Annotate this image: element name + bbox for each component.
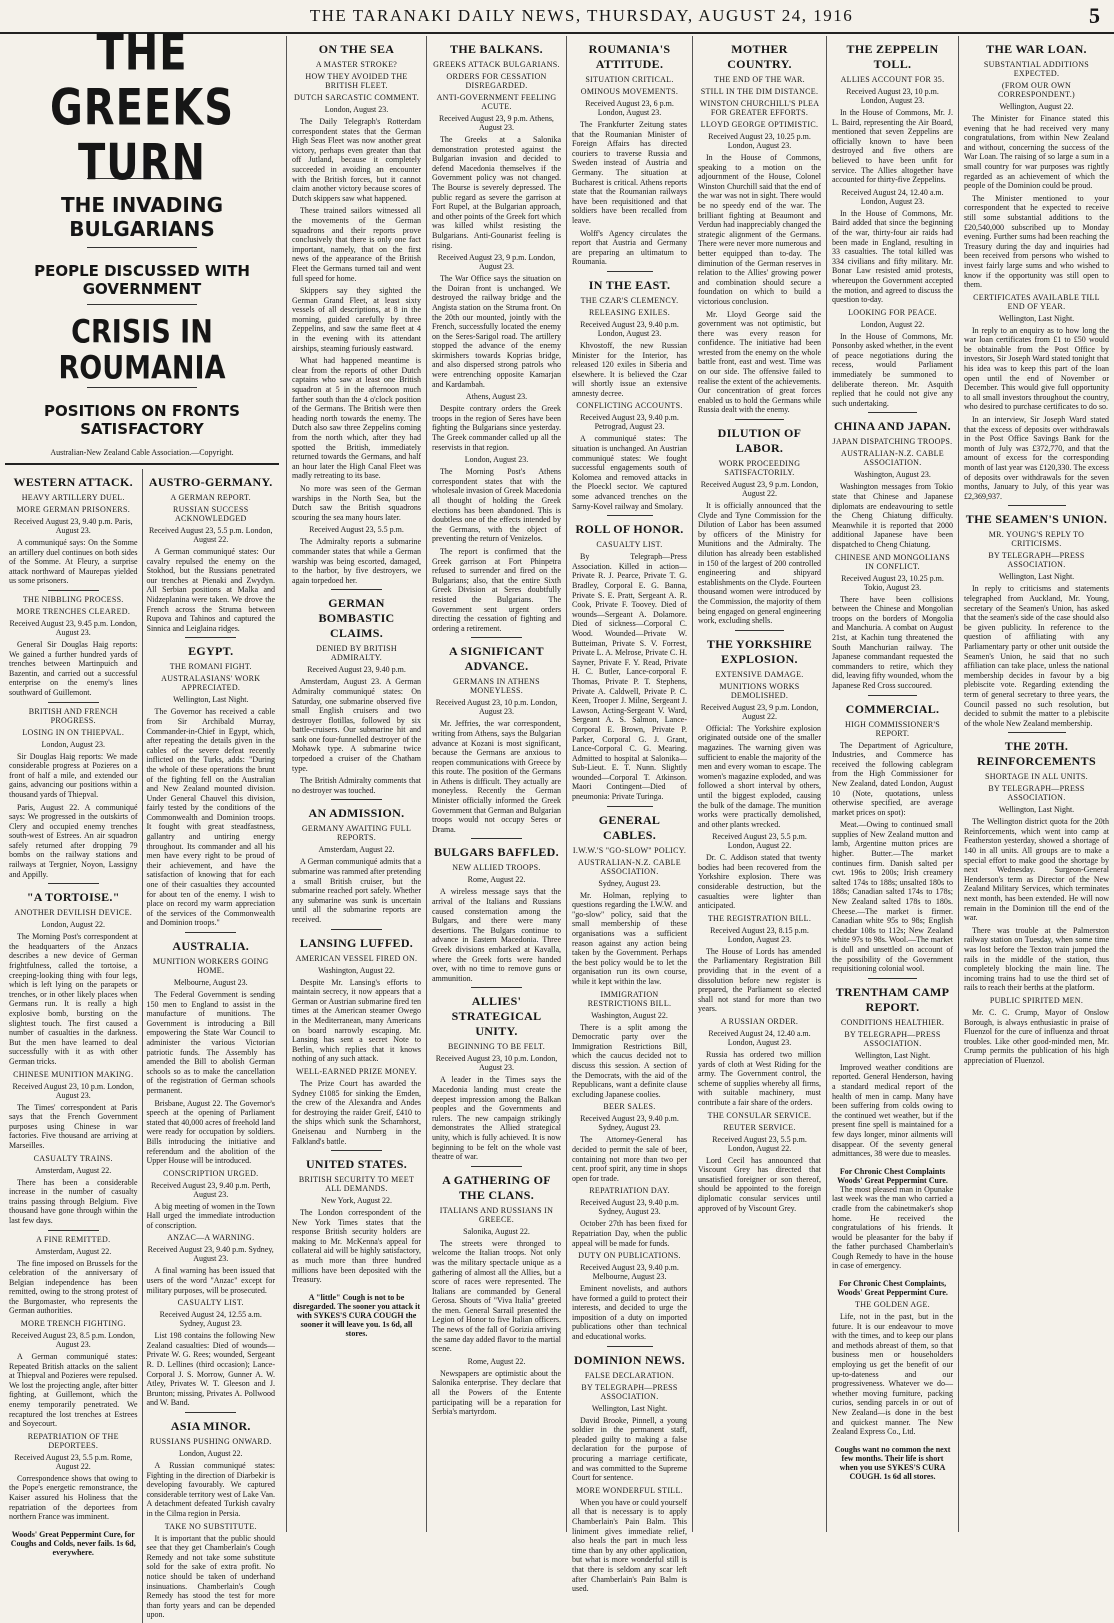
- dateline: London, August 22.: [41, 920, 106, 930]
- story-body: Paris, August 22. A communiqué says: We progressed in the outskirts of Clery and occupied enemy trenches south-west of Estrees. An air squadron safely returned after dropping 79 bombs on the railway stations and railways at Tergnier, Noyon, Lassigny and Appilly.: [9, 802, 138, 879]
- story-body: In the House of Commons, Mr. J. L. Baird, representing the Air Board, mentioned that seven Zeppelins are officially known to have been destroyed and five others are believed to have been unfit for service. The Allies altogether have accounted for thirty-five Zeppelins.: [832, 108, 953, 185]
- story-subhead: THE NIBBLING PROCESS.: [22, 594, 124, 604]
- story-body: There has been a considerable increase in the number of casualty trains passing through Belgium. Five thousand have gone through within the last few days.: [9, 1177, 138, 1225]
- story-headline: WESTERN ATTACK.: [13, 475, 133, 489]
- story-subhead: LLOYD GEORGE OPTIMISTIC.: [700, 120, 819, 129]
- lead-deck-4: POSITIONS ON FRONTS SATISFACTORY: [44, 402, 240, 438]
- dateline: Received August 23, 6 p.m. London, August 23.: [585, 99, 674, 117]
- dateline: Received August 23, 8.5 p.m. London, August 23.: [11, 1331, 136, 1350]
- story-body: A wireless message says that the arrival of the Italians and Russians caused consternation among the Bulgars, and there were many desertions. The Bulgars continue to advance in Eastern Macedonia. Three Greek divisions embarked at Kavalla, where the Greek forts were handed over, with no time to remove guns or ammunition.: [432, 887, 561, 983]
- story-body: The Morning Post's Athens correspondent states that with the wholesale invasion of Greek Macedonia all thought of holding the Greek elections has been abandoned. This is doubtless one of the effects intended by the Germans, with the object of preventing the return of Venizelos.: [432, 467, 561, 544]
- dateline: Athens, August 23.: [465, 392, 528, 402]
- story-subhead: FALSE DECLARATION.: [584, 1370, 675, 1380]
- story-subhead: MUNITIONS WORKS DEMOLISHED.: [719, 681, 800, 700]
- story-body: The Governor has received a cable from Sir Archibald Murray, Commander-in-Chief in Egypt, which, after repeating the details given in the cables of the severe defeat recently inflicted on the Turks, adds: "During the whole of these operations the brunt of the fighting fell on the Australian and New Zealand mounted division. Under General Chauvel this division, fairly tested by the conditions of the Commonwealth and Dominion troops. It fought with great steadfastness, gallantry and untiring energy throughout. Its commander and all his men have every right to be proud of their achievement, and have the satisfaction of knowing that for each one of their casualties they accounted for about ten of the enemy. I wish to place on record my warm appreciation of the services of the Commonwealth and Dominion troops.": [146, 707, 275, 928]
- story-body: A big meeting of women in the Town Hall urged the immediate introduction of conscription.: [146, 1201, 275, 1230]
- lead-deck-1: THE INVADING BULGARIANS: [61, 193, 223, 241]
- dateline: Received August 23, 10 p.m. London, August 23.: [435, 698, 558, 717]
- dateline: Received August 23, 9.40 p.m. Sydney, August 23.: [580, 1198, 679, 1217]
- dateline: Received August 24, 12.40 a.m. London, August 23.: [841, 187, 944, 206]
- story-subhead: CASUALTY TRAINS.: [33, 1153, 113, 1163]
- story-subhead: DUTY ON PUBLICATIONS.: [578, 1251, 681, 1261]
- story-subhead: BY TELEGRAPH—PRESS ASSOCIATION.: [581, 1382, 678, 1401]
- story-subhead: WINSTON CHURCHILL'S PLEA FOR GREATER EFFORTS.: [699, 99, 820, 117]
- dateline: Received August 23, 9.45 p.m. London, August 23.: [9, 618, 138, 637]
- dateline: Received August 23, 8.15 p.m. London, August 23.: [710, 925, 809, 944]
- dateline: Received August 23, 10.25 p.m. London, August 23.: [708, 132, 811, 150]
- story-headline: EGYPT.: [188, 644, 234, 659]
- story-headline: THE SEAMEN'S UNION.: [965, 512, 1108, 527]
- story-subhead: REPATRIATION OF THE DEPORTEES.: [27, 1431, 119, 1450]
- story-body: The report is confirmed that the Greek garrison at Fort Phinpetra refused to surrender and fired on the Bulgarians; also, that the entire Sixth Greek Division at Seres doubtfully resisted the Bulgarians. The Government sent urgent orders directing the cessation of fighting and ordering a retirement.: [432, 546, 561, 633]
- story-headline: TRENTHAM CAMP REPORT.: [835, 984, 950, 1014]
- story-subhead: CASUALTY LIST.: [177, 1298, 244, 1308]
- story-body: List 198 contains the following New Zealand casualties: Died of wounds—Private W. G. Rees; wounded, Sergeant R. D. Lellines (third occasion); Lance-Corporal J. S. Morrow, Gunner A. W. Atley, Privates W. T. Gleeson and J. Brunton; missing, Privates A. Pollwood and W. Band.: [146, 1331, 275, 1408]
- story-subhead: TAKE NO SUBSTITUTE.: [164, 1521, 257, 1531]
- story-headline: DILUTION OF LABOR.: [717, 426, 802, 456]
- story-subhead: ALLIES ACCOUNT FOR 35.: [840, 75, 945, 84]
- story-body: What had happened meantime is clear from the reports of other Dutch captains who saw at least one British squadron at 5 in the afternoon much farther south than the 4 o'clock position of the Germans. The British were then heading north towards the enemy. The Dutch also saw three Zeppelins coming from the north which, after they had spotted the British, immediately returned towards the Germans, and half an hour later the High Canal Fleet was madly retreating to its base.: [292, 356, 421, 481]
- story-subhead: BEER SALES.: [603, 1102, 656, 1112]
- story-body: The Prize Court has awarded the Sydney £1085 for sinking the Emden, the crew of the Alexandra and Andes for destroying the raider Greif, £410 to the ships which sunk the Scharnhorst, Gneisenau and Nurnberg in the Falkland's battle.: [292, 1078, 421, 1146]
- story-subhead: SITUATION CRITICAL.: [585, 75, 674, 84]
- dateline: Amsterdam, August 22.: [318, 845, 395, 855]
- story-subhead: RELEASING EXILES.: [588, 307, 671, 317]
- story-subhead: BRITISH AND FRENCH PROGRESS.: [28, 706, 118, 725]
- story-body: Russia has ordered two million yards of cloth at West Riding for the army. The Government control, the scheme of supplies whereby all firms, with suitable machinery, must contribute a fair share of the orders.: [698, 1050, 821, 1107]
- story-body: General Sir Douglas Haig reports: We gained a further hundred yards of trenches between Martinpuich and Bazentin, and carried out a successful enterprise on the enemy's lines southward of Guillemont.: [9, 639, 138, 697]
- dateline: Received August 23, 5.5 p.m. London, August 22.: [712, 832, 807, 851]
- story-subhead: MORE GERMAN PRISONERS.: [16, 505, 130, 514]
- story-headline: CHINA AND JAPAN.: [834, 419, 951, 434]
- story-body: Wolff's Agency circulates the report that Austria and Germany are preparing an ultimatum to Roumania.: [572, 228, 687, 267]
- story-subhead: RUSSIANS PUSHING ONWARD.: [149, 1437, 272, 1446]
- story-headline: MOTHER COUNTRY.: [727, 42, 792, 71]
- story-subhead: SHORTAGE IN ALL UNITS.: [985, 772, 1088, 782]
- dateline: Wellington, Last Night.: [998, 313, 1075, 323]
- story-headline: IN THE EAST.: [588, 277, 671, 292]
- story-body: The Daily Telegraph's Rotterdam correspondent states that the German High Seas Fleet was now another great victory, perhaps even greater than that off Jutland, because it completely succeeded in avoiding an encounter with the British forces, but it cannot claim another victory because scores of Dutch skippers saw what happened.: [292, 117, 421, 203]
- dateline: Received August 24, 12.40 a.m. London, August 23.: [708, 1029, 811, 1047]
- story-body: The War Office says the situation on the Doiran front is unchanged. We destroyed the railway bridge and the Angista station on the Struma front. On the 20th our mounted, jointly with the French, successfully located the enemy on the Seres-Sarigol road. The artillery stopped the advance of the enemy skirmishers towards Koprias bridge, and also dispersed strong patrols who were entrenching opposite Kamarjan and Kardambah.: [432, 274, 561, 389]
- story-subhead: ANTI-GOVERNMENT FEELING ACUTE.: [436, 93, 557, 111]
- dateline: Received August 23, 5.5 p.m. London, August 22.: [712, 1134, 807, 1153]
- advertisement: For Chronic Chest Complaints Woods' Great Peppermint Cure.: [837, 1166, 948, 1185]
- story-body: A communiqué says: On the Somme an artillery duel continues on both sides of the Somme. At Fleury, a surprise attack northward of Maurepas yielded us some prisoners.: [9, 538, 138, 586]
- story-body: In the House of Commons, Mr. Baird added that since the beginning of the war, thirty-four air raids had been made in England, resulting in 33 casualties. The total killed was 334 civilians and fifty military. Mr. Bonar Law resisted amid protests, whereupon the Government accepted the motion, and agreed to discuss the question to-day.: [832, 208, 953, 305]
- story-body: Mr. C. C. Crump, Mayor of Onslow Borough, is always enthusiastic in praise of Fluenzol for the cure of influenza and throat troubles. Like other good-minded men, Mr. Crump permits the publication of his high appreciation of Fluenzol.: [964, 1007, 1109, 1065]
- story-body: It is important that the public should see that they get Chamberlain's Cough Remedy and not take some substitute sold for the sake of extra profit. No notice should be taken of underhand insinuations. Chamberlain's Cough Remedy has stood the test for more than forty years and can be depended upon.: [146, 1533, 275, 1620]
- story-headline: ROLL OF HONOR.: [575, 522, 684, 537]
- story-headline: BULGARS BAFFLED.: [434, 845, 559, 860]
- story-subhead: AUSTRALIAN-N.Z. CABLE ASSOCIATION.: [841, 449, 944, 468]
- story-subhead: BEGINNING TO BE FELT.: [447, 1042, 546, 1052]
- story-body: A German communiqué states: Repeated British attacks on the salient at Thiepval and Pozieres were repulsed. We lost the projecting angle, after bitter fighting, at Guillemont, which the enemy temporarily penetrated. We recaptured the lost trenches at Estrees and Soyecourt.: [9, 1352, 138, 1429]
- column-2: [142, 469, 280, 1623]
- lead-deck-2: PEOPLE DISCUSSED WITH GOVERNMENT: [34, 262, 250, 298]
- column-3: [286, 36, 426, 1532]
- story-body: There is a split among the Democratic party over the Immigration Restrictions Bill, which the caucus decided not to discuss this session. A section of the Democrats, with the aid of the Republicans, want a definite clause excluding Japanese coolies.: [572, 1022, 687, 1099]
- story-subhead: A MASTER STROKE?: [315, 60, 398, 69]
- story-body: The streets were thronged to welcome the Italian troops. Not only was the military spectacle unique as a gathering of almost all the Allies, but a score of races were represented. The Italians are commanded by General Gerosa. Shouts of "Viva Italia" greeted the men. General Sarrail presented the Legion of Honor to five Italian officers. The news of the fall of Gorizia arriving the same day added flavor to the martial scene.: [432, 1238, 561, 1354]
- story-subhead: CONFLICTING ACCOUNTS.: [576, 401, 683, 411]
- story-body: Life, not in the past, but in the future. It is our endeavour to move with the times, and to keep our plans and methods abreast of them, so that business men or householders employing us get the benefit of our up-to-dateness and our progressiveness. Whatever we do—whether moving furniture, packing curios, sending parcels in or out of New Zealand—is done in the best and quickest manner. The New Zealand Express Co., Ltd.: [832, 1312, 953, 1437]
- story-body: The Wellington district quota for the 20th Reinforcements, which went into camp at Featherston yesterday, showed a shortage of 140 in all units. All groups are to make a special effort to make good the shortage by next Wednesday. Surgeon-General Henderson's term as Director of the New Zealand Military Services, which terminates next month, has been extended. He will now remain in the Dominion till the end of the war.: [964, 817, 1109, 923]
- story-subhead: A GERMAN REPORT.: [170, 493, 251, 502]
- story-headline: ROUMANIA'S ATTITUDE.: [588, 42, 671, 71]
- story-subhead: GERMANY AWAITING FULL REPORTS.: [301, 824, 412, 843]
- story-subhead: CHINESE AND MONGOLIANS IN CONFLICT.: [834, 552, 951, 571]
- story-subhead: GREEKS ATTACK BULGARIANS.: [433, 60, 560, 69]
- story-body: David Brooke, Pinnell, a young soldier in the permanent staff, pleaded guilty to making a false declaration for the purpose of procuring a marriage certificate, and was committed to the Supreme Court for sentence.: [572, 1415, 687, 1483]
- dateline: Received August 23, 10.25 p.m. Tokio, August 23.: [841, 573, 944, 592]
- story-body: No more was seen of the German warships in the North Sea, but the Dutch saw the British squadrons scouring the sea many hours later.: [292, 483, 421, 522]
- story-subhead: THE GOLDEN AGE.: [855, 1300, 930, 1310]
- story-subhead: LOOKING FOR PEACE.: [848, 307, 937, 317]
- story-body: There was trouble at the Palmerston railway station on Tuesday, when some time was lost before the Texton train jumped the rails in the middle of the station, thus completely blocking the main line. The incoming trains had to use the third set of rails to reach their berths at the platform.: [964, 925, 1109, 993]
- advertisement: For Chronic Chest Complaints, Woods' Great Peppermint Cure.: [837, 1279, 948, 1298]
- story-headline: THE BALKANS.: [450, 42, 543, 56]
- story-subhead: MORE TRENCH FIGHTING.: [20, 1319, 126, 1329]
- story-subhead: CONDITIONS HEALTHIER.: [840, 1017, 945, 1027]
- dateline: London, August 22.: [178, 1449, 243, 1458]
- story-subhead: ORDERS FOR CESSATION DISREGARDED.: [446, 72, 547, 90]
- dateline: London, August 22.: [860, 319, 925, 329]
- story-subhead: RUSSIAN SUCCESS ACKNOWLEDGED: [173, 505, 249, 523]
- advertisement: Woods' Great Peppermint Cure, for Coughs and Colds, never fails. 1s 6d, everywhere.: [10, 1529, 136, 1557]
- column-5: [566, 36, 692, 1594]
- dateline: Amsterdam, August 22.: [35, 1165, 112, 1175]
- story-body: Brisbane, August 22. The Governor's speech at the opening of Parliament stated that 40,000 acres of freehold land were ready for occupation by soldiers. Bills introducing the initiative and referendum and the abolition of the Upper House will be introduced.: [146, 1098, 275, 1166]
- story-subhead: AMERICAN VESSEL FIRED ON.: [295, 953, 418, 963]
- story-body: Eminent novelists, and authors have formed a guild to protect their interests, and decided to urge the imposition of a duty on imported publications other than technical and educational works.: [572, 1284, 687, 1342]
- story-subhead: ANZAC—A WARNING.: [167, 1233, 255, 1243]
- story-subhead: REPATRIATION DAY.: [589, 1186, 670, 1196]
- story-body: The Admiralty reports a submarine commander states that while a German warship was being escorted, damaged, to the harbor, by five destroyers, we again torpedoed her.: [292, 537, 421, 585]
- dateline: Wellington, Last Night.: [998, 805, 1075, 815]
- dateline: Received August 23, 9 p.m. London, August 22.: [700, 702, 819, 721]
- story-headline: THE WAR LOAN.: [986, 42, 1087, 56]
- story-subhead: CONSCRIPTION URGED.: [163, 1168, 259, 1178]
- story-body: In reply to criticisms and statements telegraphed from Auckland, Mr. Young, secretary of the Seamen's Union, has asked that the seamen's side of the case should also be given publicity. In reference to the question of affiliating with any Parliamentary party or other unit outside the Seamen's Union, he said that no such affiliation can take place, unless the national membership decides in favour by a big plebiscite vote. Regarding extending the term of general secretary to three years, the Council passed no such resolution, but decided to submit the matter to a plebiscite of the whole New Zealand membership.: [964, 584, 1109, 728]
- dateline: Received August 23, 10 p.m. London, August 23.: [12, 1081, 135, 1100]
- story-body: A communiqué states: The situation is unchanged. An Austrian communiqué states: We fought successful engagements south of Kolomea and removed attacks in the Ploeckl sector. We captured some advanced trenches on the Sarny-Kovel railway and Smolary.: [572, 434, 687, 511]
- dateline: Received August 23, 10 p.m. London, August 23.: [846, 87, 939, 105]
- story-subhead: BY TELEGRAPH—PRESS ASSOCIATION.: [988, 784, 1085, 803]
- story-body: The London correspondent of the New York Times states that the response British security holders are making to Mr. McKenna's appeal for collateral aid will be highly satisfactory, as much more than three hundred millions have been deposited with the Treasury.: [292, 1208, 421, 1285]
- story-subhead: MORE WONDERFUL STILL.: [576, 1485, 683, 1495]
- lead-credit: Australian-New Zealand Cable Association.—Copyright.: [50, 448, 234, 457]
- story-body: In the House of Commons, speaking to a motion on the adjournment of the House, Colonel Winston Churchill said that the end of the war was not in sight. There would be no speedy end of the war. The brilliant fighting at Beaumont and Verdun had inappreciably changed the strategic alignment of the Germans. There were never more numerous and better equipped than to-day. The diminution of the German reserves in relation to the Allies' growing power and combination should secure a foundation on which to build a victorious conclusion.: [698, 153, 821, 306]
- dateline: Received August 23, 9 p.m. London, August 22.: [700, 480, 819, 499]
- story-subhead: PUBLIC SPIRITED MEN.: [989, 995, 1084, 1005]
- dateline: Rome, August 22.: [467, 875, 526, 885]
- dateline: Washington, August 22.: [591, 1010, 668, 1020]
- lead-deck-3: CRISIS IN ROUMANIA: [58, 313, 226, 387]
- dateline: Wellington, Last Night.: [998, 572, 1075, 582]
- dateline: Washington, August 22.: [318, 965, 395, 975]
- story-body: Khvostoff, the new Russian Minister for the Interior, has released 120 exiles in Siberia and elsewhere. It is believed the Czar will shortly issue an extensive amnesty decree.: [572, 340, 687, 398]
- lead-headline: THE GREEKS TURN: [49, 24, 235, 192]
- story-body: Improved weather conditions are reported. General Henderson, having a standard medical report of the health of men in camp. Many have been suffering from colds owing to the continued wet weather, but if the present fine spell is maintained for a few days longer, minor ailments will disappear. Of the seventy general admittances, 38 were due to measles.: [832, 1062, 953, 1159]
- story-subhead: STILL IN THE DIM DISTANCE.: [700, 87, 819, 96]
- story-subhead: AUSTRALIAN-N.Z. CABLE ASSOCIATION.: [578, 857, 681, 876]
- column-8: [958, 36, 1114, 1532]
- column-1: [5, 469, 142, 1623]
- story-subhead: DUTCH SARCASTIC COMMENT.: [293, 93, 420, 102]
- story-headline: AUSTRALIA.: [172, 939, 250, 953]
- lead-column: [0, 24, 284, 1620]
- dateline: Wellington, Last Night.: [173, 695, 249, 705]
- story-body: Mr. Holman, replying to questions regarding the I.W.W. and "go-slow" policy, said that the small membership of these organisations was a sufficient reason against any action being taken by the Government. Perhaps the best policy would be to let the organisation run its own course, while it kept within the law.: [572, 890, 687, 986]
- story-body: When you have or could yourself all that is necessary is to apply Chamberlain's Pain Balm. This liniment gives immediate relief, also heals the part in much less time than by any other application, but what is more wonderful still is that there is seldom any scar left after Chamberlain's Pain Balm is used.: [572, 1497, 687, 1594]
- story-body: It is officially announced that the Clyde and Tyne Commission for the Dilution of Labor has been assumed by officers of the Ministry for Munitions and the Admiralty. The dilution has already been established in 150 of the largest of 200 controlled engineering and shipyard establishments on the Clyde. Fourteen thousand women were introduced by the Commission, the majority of them being engaged on general engineering work, excluding shells.: [698, 501, 821, 626]
- dateline: New York, August 22.: [320, 1196, 393, 1206]
- story-subhead: THE CONSULAR SERVICE.: [707, 1110, 812, 1120]
- story-body: Amsterdam, August 23. A German Admiralty communiqué states: On Saturday, one submarine observed five small English cruisers and two destroyer flotillas, followed by six battle-cruisers. Our submarine hit and sank one four-funnelled destroyer of the Mohawk type. A submarine twice torpedoed a cruiser of the Chatham type.: [292, 677, 421, 773]
- story-headline: A GATHERING OF THE CLANS.: [442, 1172, 551, 1202]
- story-subhead: CASUALTY LIST.: [596, 540, 663, 550]
- dateline: Wellington, Last Night.: [591, 1403, 668, 1413]
- column-6: [692, 36, 826, 1532]
- story-subhead: CERTIFICATES AVAILABLE TILL END OF YEAR.: [973, 292, 1100, 311]
- story-subhead: OMINOUS MOVEMENTS.: [580, 87, 679, 96]
- story-subhead: THE REGISTRATION BILL.: [707, 913, 812, 923]
- story-body: A Russian communiqué states: Fighting in the direction of Diarbekir is developing favourably. We captured considerable territory west of Lake Van. A detachment defeated Turkish cavalry in the Cilma region in Persia.: [146, 1461, 275, 1518]
- story-body: Washington messages from Tokio state that Chinese and Japanese diplomats are endeavouring to settle the Cheng Chiatung difficulty. Meanwhile it is reported that 2000 additional Japanese have been dispatched to Cheng Chiatung.: [832, 482, 953, 549]
- story-body: The Minister for Finance stated this evening that he had received very many congratulations, from within New Zealand and without, concerning the success of the War Loan. The raising of so large a sum in a small country for war purposes was rightly regarded as an achievement of which the people of the Dominion could be proud.: [964, 114, 1109, 191]
- story-body: A final warning has been issued that users of the word "Anzac" except for military purposes, will be prosecuted.: [146, 1266, 275, 1295]
- story-headline: THE ZEPPELIN TOLL.: [846, 42, 939, 71]
- story-subhead: IMMIGRATION RESTRICTIONS BILL.: [587, 989, 672, 1008]
- dateline: Received August 23, 9.40 p.m. Petrograd, August 23.: [580, 413, 679, 432]
- story-body: Mr. Jeffries, the war correspondent, writing from Athens, says the Bulgarian advance at Kozani is most significant, because the Germans are anxious to reopen communications with Greece by this route. The position of the Germans in Athens is difficult. They actually are moneyless. Recently the German Minister officially informed the Greek Government that German and Bulgarian troops would not occupy Seres or Drama.: [432, 719, 561, 834]
- dateline: Washington, August 23.: [854, 470, 931, 480]
- story-body: Mr. Lloyd George said the government was not optimistic, but there was every reason for confidence. The initiative had been wrested from the enemy on the whole battle front, east and west. Time was on our side. The offensive failed to realise the extent of the achievements. Our concentration of great forces enabled us to hold the Germans while Russia dealt with the enemy.: [698, 309, 821, 415]
- story-body: The Minister mentioned to your correspondent that he expected to receive still some substantial additions to the £20,540,000 subscribed up to Monday evening. Further sums had been reaching the Treasury during the day and inquiries had been received from persons who wished to invest fairly large sums and who wished to know if the opportunity was still open to them.: [964, 193, 1109, 290]
- story-headline: THE 20TH. REINFORCEMENTS: [977, 739, 1096, 769]
- dateline: Sydney, August 23.: [598, 878, 661, 888]
- story-headline: THE YORKSHIRE EXPLOSION.: [706, 636, 813, 666]
- dateline: Received August 23, 9.40 p.m.: [307, 665, 406, 675]
- story-body: There have been collisions between the Chinese and Mongolian troops on the borders of Mongolia and Manchuria. A combat on August 21st, at Kachin tung threatened the South Manchurian railway. The Japanese commandant requested the commanders to retire, which they did, leaving fifty wounded, whom the Japanese Red Cross succoured.: [832, 594, 953, 690]
- story-headline: "A TORTOISE.": [26, 890, 120, 905]
- story-subhead: MUNITION WORKERS GOING HOME.: [152, 957, 269, 975]
- dateline: London, August 23.: [324, 105, 389, 114]
- story-body: October 27th has been fixed for Repatriation Day, when the public appeal will be made for funds.: [572, 1219, 687, 1248]
- dateline: London, August 23.: [464, 455, 529, 465]
- story-subhead: NEW ALLIED TROOPS.: [452, 863, 541, 873]
- story-body: The Federal Government is sending 150 men to England to assist in the manufacture of munitions. The Government is introducing a Bill empowering the State War Council to administer the various Victorian patriotic funds. The Assembly has amended the Bill to abolish German schools so as to make the cancellation of the registration of German schools permanent.: [146, 990, 275, 1095]
- dateline: Received August 23, 5.5 p.m. London, August 22.: [148, 526, 273, 544]
- story-body: By Telegraph—Press Association. Killed in action—Private R. J. Pearce, Private T. G. Bradley, Corporal E. G. Banna, Private S. E. Pratt, Sergeant A. R. Cook, Private F. Toovey. Died of wounds—Sergeant A. Dolamore. Died of sickness—Corporal C. Wood. Wounded—Private W. Butteiman, Private S. V. Forrest, Private L. A. Melrose, Private C. H. Sayner, Private F. Y. Read, Private H. C. Butler, Lance-corporal F. Thomas, Private P. T. Stephens, Private A. Caldwell, Private P. C. Keen, Trooper J. Milne, Sergeant J. Lawson, Acting-Sergeant V. Ward, Sergeant A. S. Salmon, Lance-Corporal E. Brown, Private P. Parker, Corporal G. J. Grant, Lance-Corporal C. G. Mearing. Admitted to hospital at Salonika—Sub-Lieut. E. T. Nunn. Slightly wounded—Corporal T. Atkinson. Maori Contingent—Died of pneumonia: Private Turinga.: [572, 552, 687, 802]
- story-body: In reply to an enquiry as to how long the war loan certificates from £1 to £50 would be obtainable from the Post Office by investors, Sir Joseph Ward stated tonight that his idea was to keep this part of the loan open until the end of November or December. This would give full opportunity to all small investors throughout the country, who desired to purchase certificates to do so.: [964, 325, 1109, 412]
- dateline: Received August 23, 5.5 p.m. Rome, August 22.: [14, 1452, 133, 1471]
- story-body: A leader in the Times says the Macedonia landing must create the deepest impression among the Balkan peoples and the Governments and rulers. The new campaign strikingly demonstrates the Allied strategical unity, which is fully achieved. It is now beginning to be felt on the whole vast theatre of war.: [432, 1075, 561, 1162]
- story-subhead: THE CZAR'S CLEMENCY.: [580, 295, 679, 305]
- dateline: Received August 23, 9.40 p.m. Melbourne, August 23.: [580, 1263, 679, 1282]
- story-body: Skippers say they sighted the German Grand Fleet, at least sixty vessels of all descriptions, at 8 in the morning, guided carefully by three Zeppelins, and saw the same fleet at 4 in the evening with its attendant airships, steaming furiously eastward.: [292, 286, 421, 353]
- story-headline: AUSTRO-GERMANY.: [148, 475, 273, 489]
- story-subhead: THE END OF THE WAR.: [714, 75, 805, 84]
- dateline: Received August 23, 10 p.m. London, August 23.: [435, 1054, 558, 1073]
- story-subhead: AUSTRALASIANS' WORK APPRECIATED.: [161, 674, 261, 693]
- story-subhead: A FINE REMITTED.: [36, 1234, 111, 1244]
- story-headline: ALLIES' STRATEGICAL UNITY.: [451, 994, 542, 1039]
- story-body: The House of Lords has amended the Parliamentary Registration Bill providing that in the event of a dissolution before new register is prepared, the Parliament so elected shall not stand for more than two years.: [698, 946, 821, 1014]
- story-body: The fine imposed on Brussels for the celebration of the anniversary of Belgian independence has been remitted, owing to the strong protest of the Burgomaster, who represents the German authorities.: [9, 1258, 138, 1316]
- story-subhead: EXTENSIVE DAMAGE.: [715, 669, 804, 679]
- story-body: Official: The Yorkshire explosion originated outside one of the smaller magazines. The warning given was sufficient to enable the majority of the men and every woman to escape. The women's magazine exploded, and was followed a short interval by others, until the biggest exploded, causing the bulk of the damage. The munition works were practically demolished, and other plants wrecked.: [698, 723, 821, 829]
- story-subhead: ITALIANS AND RUSSIANS IN GREECE.: [439, 1205, 554, 1224]
- story-headline: ASIA MINOR.: [170, 1419, 251, 1433]
- story-body: Meat.—Owing to continued small supplies of New Zealand mutton and lamb, Argentine mutton prices are higher. Butter.—The market continues firm. Danish salted per cwt. 196s to 200s; Irish creamery salted 174s to 188s; unsalted 180s to 188s; Canadian salted 174s to 178s; New Zealand salted 178s to 180s. Cheese.—The market is firmer. Canadian white 95s to 98s; English cheddar 108s to 112s; New Zealand white 97s to 98s. Wool.—The market is dull and unsettled on account of the possibility of the Government requisitioning colonial wool.: [832, 820, 953, 974]
- story-subhead: BRITISH SECURITY TO MEET ALL DEMANDS.: [298, 1175, 415, 1194]
- story-body: Lord Cecil has announced that Viscount Grey has directed that unsatisfied foreigner or son thereof, should be appointed to the foreign diplomatic consular services until approved of by Viscount Grey.: [698, 1155, 821, 1213]
- story-subhead: HOW THEY AVOIDED THE BRITISH FLEET.: [305, 72, 408, 90]
- dateline: Received August 23, 9.40 p.m. London, August 23.: [580, 319, 679, 338]
- column-7: [826, 36, 958, 1532]
- story-subhead: BY TELEGRAPH—PRESS ASSOCIATION.: [844, 1029, 941, 1048]
- story-subhead: WELL-EARNED PRIZE MONEY.: [295, 1066, 418, 1076]
- story-subhead: HEAVY ARTILLERY DUEL.: [21, 493, 125, 502]
- story-subhead: HIGH COMMISSIONER'S REPORT.: [845, 719, 940, 738]
- story-subhead: BY TELEGRAPH—PRESS ASSOCIATION.: [988, 551, 1085, 570]
- story-subhead: REUTER SERVICE.: [723, 1122, 796, 1132]
- story-body: Despite contrary orders the Greek troops in the region of Seres have been fighting the Bulgarians since yesterday. The Greek commander called up all the reservists in that region.: [432, 404, 561, 452]
- story-body: The Morning Post's correspondent at the headquarters of the Anzacs describes a new device of German frightfulness, called the tortoise, a creeping-looking thing with four legs, which is left lying on the parapets or trenches, or in other likely places when Germans run. It is really a high explosive bomb, bursting on the slightest touch. The first caused a number of casualties in the darkness. But the men have learned to deal successfully with it as with other German tricks.: [9, 932, 138, 1066]
- story-subhead: DENIED BY BRITISH ADMIRALTY.: [316, 644, 397, 663]
- column-4: [426, 36, 566, 1532]
- story-body: Correspondence shows that owing to the Pope's energetic remonstrance, the Kaiser assured his Holiness that the repatriation of the deportees from northern France was imminent.: [9, 1473, 138, 1522]
- story-subhead: CHINESE MUNITION MAKING.: [13, 1069, 134, 1079]
- page-number: 5: [1089, 3, 1100, 28]
- story-headline: LANSING LUFFED.: [299, 935, 414, 950]
- story-body: Dr. C. Addison stated that twenty bodies had been recovered from the Yorkshire explosion. There was considerable destruction, but the casualties were lighter than anticipated.: [698, 853, 821, 911]
- story-headline: GERMAN BOMBASTIC CLAIMS.: [318, 596, 395, 641]
- dateline: Wellington, Last Night.: [854, 1050, 931, 1060]
- story-subhead: MORE TRENCHES CLEARED.: [16, 606, 131, 616]
- story-headline: AN ADMISSION.: [308, 806, 405, 821]
- story-subhead: (FROM OUR OWN CORRESPONDENT.): [997, 81, 1076, 99]
- story-body: The Times' correspondent at Paris says that the French Government purposes using Chinese in war factories. Five thousand are arriving at Marseilles.: [9, 1102, 138, 1150]
- dateline: London, August 23.: [41, 739, 106, 749]
- story-body: In an interview, Sir Joseph Ward stated that the excess of deposits over withdrawals in the Post Office Savings Bank for the month of July was £372,770, and that the amount of excess for the corresponding month of last year was £120,330. The excess of deposits over withdrawals for the seven months, January to July, of this year was £2,369,937.: [964, 415, 1109, 501]
- dateline: Received August 23, 9 p.m. London, August 23.: [437, 253, 556, 272]
- story-body: These trained sailors witnessed all the movements of the German squadrons and their reports prove conclusively that there is only one fact important, namely, that on the first news of the appearance of the British Fleet the Germans turned tail and went full speed for home.: [292, 206, 421, 283]
- story-body: In the House of Commons, Mr. Ponsonby asked whether, in the event of peace negotiations during the recess, would Parliament immediately be summoned to deliberate thereon. Mr. Asquith replied that he could not give any such undertaking.: [832, 331, 953, 408]
- dateline: Received August 23, 5.5 p.m.: [309, 525, 404, 535]
- story-headline: DOMINION NEWS.: [574, 1352, 685, 1367]
- story-body: A German communiqué states: Our cavalry repulsed the enemy on the Stokhod, but the Russians penetrated our trenches at Pienaki and Zwydyn. All Serbian positions at Malka and Nidzeplanina were taken. We drove the French across the Struma between Rupova and Tahinos and captured the Sinnica and Leiglaina ridges.: [146, 547, 275, 633]
- story-body: Newspapers are optimistic about the Salonika enterprise. They declare that all the Powers of the Entente participating will be a reparation for Serbia's martyrdom.: [432, 1368, 561, 1417]
- story-headline: UNITED STATES.: [305, 1157, 408, 1172]
- story-body: Despite Mr. Lansing's efforts to maintain secrecy, it now appears that a German or Austrian submarine fired ten times at the American steamer Owego in the Mediterranean, many Americans on board narrowly escaping. Mr. Lansing has sent a secret Note to Berlin, which replies that it knows nothing of any such attack.: [292, 977, 421, 1064]
- dateline: Received August 23, 9.40 p.m. Sydney, August 23.: [147, 1245, 274, 1264]
- dateline: Received August 24, 12.55 a.m. Sydney, August 23.: [159, 1310, 262, 1329]
- story-subhead: A RUSSIAN ORDER.: [720, 1017, 799, 1026]
- dateline: Received August 23, 9 p.m. Athens, August 23.: [439, 114, 554, 132]
- story-subhead: LOSING IN ON THIEPVAL.: [22, 727, 125, 737]
- story-headline: COMMERCIAL.: [845, 701, 940, 716]
- advertisement: A "little" Cough is not to be disregarded. The sooner you attack it with SYKES'S CURA COUGH the sooner it will leave you. 1s 6d, all stores.: [292, 1292, 421, 1338]
- story-body: The most pleased man in Opunake last week was the man who carried a cradle from the cabinetmaker's shop home. He received the congratulations of his friends. It would be pleasanter for the baby if the father purchased Chamberlain's Cough Remedy to have in the house in case of emergency.: [832, 1184, 953, 1271]
- dateline: Amsterdam, August 22.: [35, 1246, 112, 1256]
- masthead-title: THE TARANAKI DAILY NEWS, THURSDAY, AUGUST 24, 1916: [309, 6, 854, 25]
- dateline: Received August 23, 9.40 p.m. Sydney, August 23.: [580, 1114, 679, 1133]
- advertisement: Coughs want no common the next few months. Their life is short when you use SYKES'S CURA COUGH. 1s 6d all stores.: [834, 1444, 951, 1481]
- story-body: The Frankfurter Zeitung states that the Roumanian Minister of Foreign Affairs has directed couriers to traverse Russia and Sweden instead of Austria and Germany. The situation at Bucharest is critical. Athens reports state that the Roumanian railways have been requisitioned and that soldiers have been recalled from leave.: [572, 120, 687, 225]
- story-body: The Attorney-General has decided to permit the sale of beer, containing not more than two per cent. proof spirit, any time in shops open for trade.: [572, 1135, 687, 1183]
- story-body: The Greeks at a Salonika demonstration protested against the Bulgarian invasion and decided to defend Macedonia themselves if the Government policy was not changed. The Bourse is severely depressed. The public regard as severe the garrison at Fort Rupel, at the Bulgarian approach, and other points of the Greek fort which was killed whilst resisting the Bulgarians. Anti-Gounarist feeling is rising.: [432, 135, 561, 250]
- dateline: Received August 23, 9.40 p.m. Paris, August 23.: [13, 517, 133, 535]
- story-subhead: MR. YOUNG'S REPLY TO CRITICISMS.: [988, 530, 1085, 549]
- story-headline: A SIGNIFICANT ADVANCE.: [449, 644, 544, 674]
- dateline: Melbourne, August 23.: [173, 978, 248, 987]
- story-body: The British Admiralty comments that no destroyer was touched.: [292, 776, 421, 795]
- dateline: Salonika, August 22.: [463, 1226, 530, 1236]
- story-body: A German communiqué admits that a submarine was rammed after pretending a small British cruiser, but the submarine reached port safely. Whether any submarine was sunk is uncertain until all the submarine reports are received.: [292, 857, 421, 924]
- story-subhead: JAPAN DISPATCHING TROOPS.: [832, 437, 953, 447]
- story-headline: ON THE SEA: [318, 42, 395, 56]
- dateline: Received August 23, 9.40 p.m. Perth, August 23.: [150, 1180, 271, 1199]
- story-subhead: ANOTHER DEVILISH DEVICE.: [14, 908, 133, 918]
- story-body: The Department of Agriculture, Industries, and Commerce has received the following cablegram from the High Commissioner for New Zealand, dated London, August 10 (Note, quotations, unless otherwise specified, are average market prices on spot):: [832, 740, 953, 817]
- dateline: Wellington, August 22.: [999, 102, 1074, 111]
- story-subhead: WORK PROCEEDING SATISFACTORILY.: [718, 459, 801, 478]
- story-subhead: THE ROMANI FIGHT.: [169, 662, 252, 672]
- story-subhead: I.W.W.'S "GO-SLOW" POLICY.: [572, 845, 687, 855]
- dateline: Rome, August 22.: [467, 1356, 526, 1366]
- story-headline: GENERAL CABLES.: [598, 812, 661, 842]
- story-subhead: SUBSTANTIAL ADDITIONS EXPECTED.: [983, 60, 1090, 78]
- story-body: Sir Douglas Haig reports: We made considerable progress at Pozieres on a front of half a mile, and extended our gains, advancing our positions within a thousand yards of Thiepval.: [9, 751, 138, 799]
- story-subhead: GERMANS IN ATHENS MONEYLESS.: [453, 677, 540, 696]
